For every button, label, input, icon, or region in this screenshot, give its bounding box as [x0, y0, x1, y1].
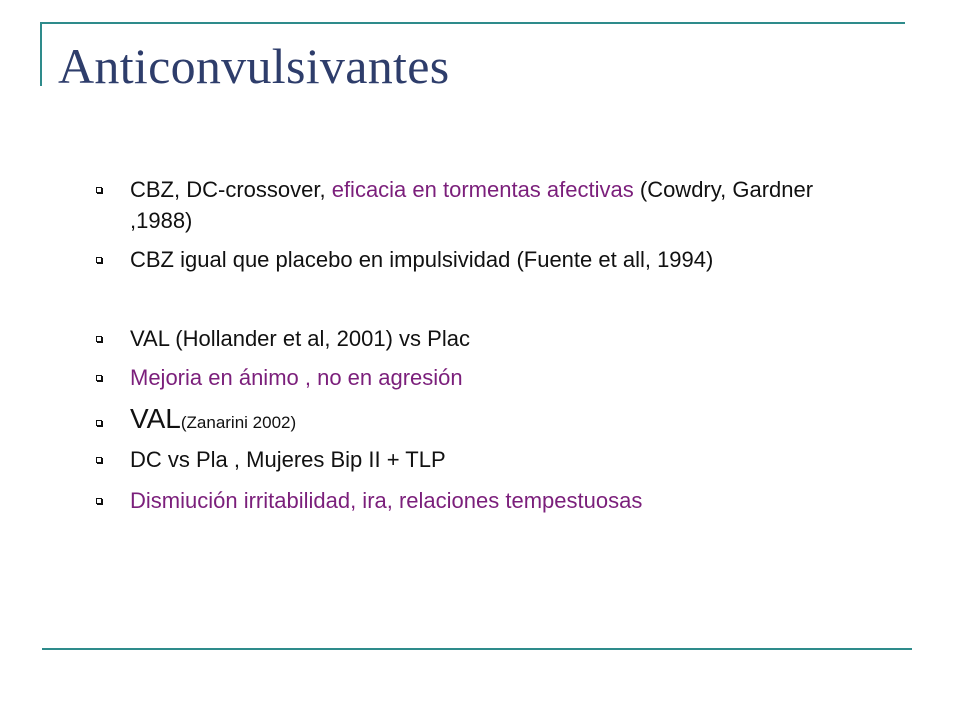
bullet-list [96, 174, 856, 516]
hollow-square-bullet-icon [96, 498, 102, 504]
bullet-item [96, 244, 856, 275]
hollow-square-bullet-icon [96, 420, 102, 426]
frame-bottom-rule [42, 648, 912, 650]
bullet-text: VAL [130, 403, 181, 434]
bullet-item [96, 362, 856, 393]
hollow-square-bullet-icon [96, 336, 102, 342]
bullet-citation: (Cowdry, Gardner ,1988) [130, 177, 814, 233]
bullet-item [96, 323, 856, 354]
bullet-text: CBZ, DC-crossover, [130, 177, 332, 202]
frame-left-rule [40, 22, 42, 86]
bullet-citation: (Zanarini 2002) [180, 413, 297, 432]
bullet-item [96, 444, 856, 475]
bullet-text: VAL (Hollander et al, 2001) vs Plac [130, 326, 470, 351]
bullet-highlight-text: eficacia en tormentas afectivas [331, 177, 634, 202]
bullet-item [96, 485, 856, 516]
hollow-square-bullet-icon [96, 375, 102, 381]
bullet-text: CBZ igual que placebo en impulsividad (Fuente et all, 1994) [130, 247, 714, 272]
bullet-item [96, 403, 856, 438]
frame-top-rule [40, 22, 905, 24]
hollow-square-bullet-icon [96, 457, 102, 463]
slide-title: Anticonvulsivantes [58, 38, 450, 94]
bullet-text: DC vs Pla , Mujeres Bip II + TLP [130, 447, 446, 472]
hollow-square-bullet-icon [96, 187, 102, 193]
hollow-square-bullet-icon [96, 257, 102, 263]
bullet-highlight-text: Mejoria en ánimo , no en agresión [130, 365, 463, 390]
bullet-item [96, 174, 856, 236]
bullet-highlight-text: Dismiución irritabilidad, ira, relaciones tempestuosas [130, 488, 643, 513]
